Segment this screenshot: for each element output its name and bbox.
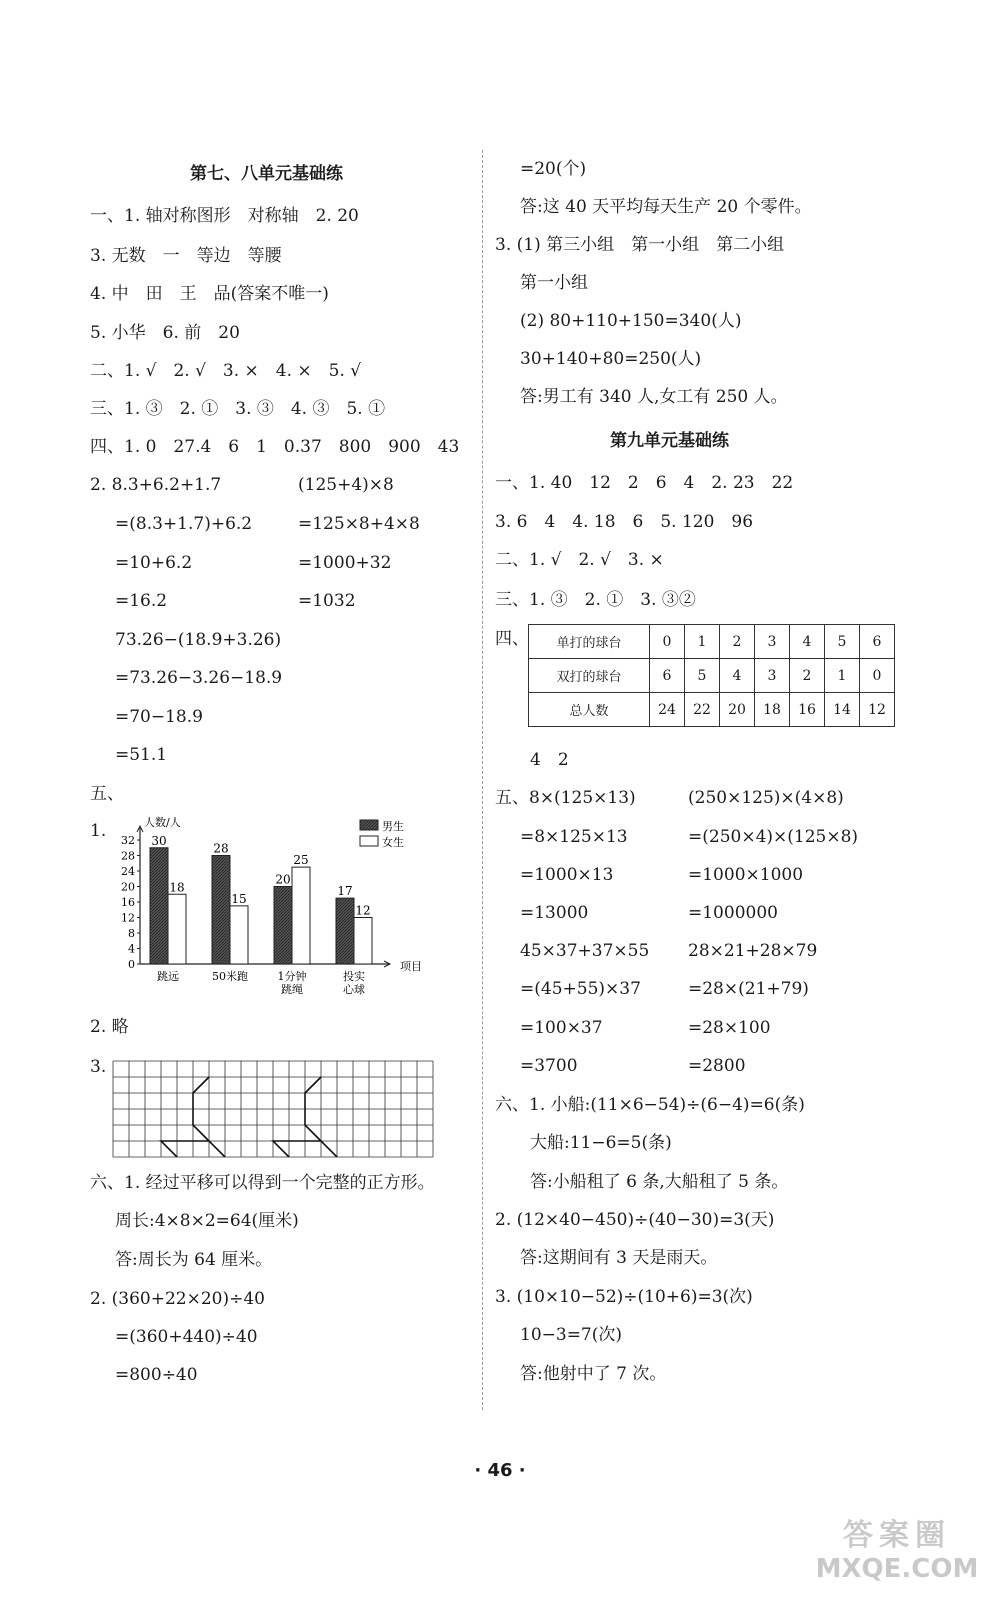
y-tick-label: 0	[128, 958, 135, 971]
table-tennis-table	[528, 624, 895, 727]
row-header: 双打的球台	[529, 659, 650, 693]
question-number: 3.	[90, 1057, 107, 1077]
table-cell: 24	[650, 693, 685, 727]
answer-line: 答:周长为 64 厘米。	[115, 1250, 273, 1270]
answer-line: 2. (12×40−450)÷(40−30)=3(天)	[495, 1210, 775, 1230]
calc-step: =2800	[688, 1056, 746, 1076]
calc-step: (250×125)×(4×8)	[688, 788, 844, 808]
answer-line: 二、1. √ 2. √ 3. × 4. × 5. √	[90, 361, 362, 381]
table-row	[529, 693, 895, 727]
calc-step: =1000+32	[298, 553, 392, 573]
legend-swatch-male	[360, 820, 378, 830]
table-cell: 18	[755, 693, 790, 727]
bar-female	[292, 867, 310, 964]
bar-female	[168, 894, 186, 964]
category-label: 跳远	[157, 970, 179, 983]
calc-step: =13000	[520, 903, 589, 923]
y-tick-label: 20	[121, 880, 135, 894]
answer-line: 答:男工有 340 人,女工有 250 人。	[520, 387, 788, 407]
answer-line: (2) 80+110+150=340(人)	[520, 311, 742, 331]
section-title-7-8: 第七、八单元基础练	[190, 164, 343, 184]
data-label: 28	[213, 841, 229, 856]
data-label: 17	[337, 884, 353, 899]
answer-line: 4 2	[530, 750, 569, 770]
question-number: 1.	[90, 821, 107, 841]
table-cell: 4	[720, 659, 755, 693]
table-cell: 5	[685, 659, 720, 693]
answer-line: 第一小组	[520, 273, 588, 293]
answer-line: 答:这 40 天平均每天生产 20 个零件。	[520, 197, 812, 217]
answer-line: 30+140+80=250(人)	[520, 349, 702, 369]
bar-male	[274, 887, 292, 965]
data-label: 25	[293, 853, 309, 868]
category-label: 心球	[343, 983, 365, 996]
table-cell: 3	[755, 625, 790, 659]
calc-step: 28×21+28×79	[688, 941, 818, 961]
answer-line: 三、1. ③ 2. ① 3. ③②	[495, 590, 696, 610]
legend-swatch-female	[360, 836, 378, 846]
y-axis-label: 人数/人	[144, 816, 181, 829]
bar-male	[336, 898, 354, 964]
column-divider	[482, 150, 483, 1410]
category-label: 投实	[343, 970, 365, 983]
table-cell: 4	[790, 625, 825, 659]
calc-step: =28×100	[688, 1018, 771, 1038]
bar-female	[230, 906, 248, 964]
table-row	[529, 625, 895, 659]
section-label: 四、	[495, 629, 529, 649]
table-cell: 2	[790, 659, 825, 693]
answer-line: 答:小船租了 6 条,大船租了 5 条。	[530, 1172, 789, 1192]
calc-step: =3700	[520, 1056, 578, 1076]
calc-step: =1000×1000	[688, 865, 804, 885]
answer-line: 答:他射中了 7 次。	[520, 1364, 667, 1384]
calc-step: =1000×13	[520, 865, 614, 885]
calc-step: =8×125×13	[520, 827, 628, 847]
data-label: 20	[275, 872, 291, 887]
shape-left	[161, 1077, 209, 1157]
table-cell: 16	[790, 693, 825, 727]
bar-female	[354, 918, 372, 965]
answer-line: 10−3=7(次)	[520, 1325, 623, 1345]
bar-male	[212, 856, 230, 965]
row-header: 总人数	[529, 693, 650, 727]
shape-right	[273, 1077, 321, 1157]
category-label: 跳绳	[281, 983, 303, 996]
answer-line: 一、1. 轴对称图形 对称轴 2. 20	[90, 206, 359, 226]
calc-step: 2. 8.3+6.2+1.7	[90, 475, 222, 495]
y-tick-label: 16	[121, 896, 135, 909]
calc-step: =70−18.9	[115, 707, 203, 727]
table-cell: 2	[720, 625, 755, 659]
shape-right-stroke	[321, 1141, 337, 1157]
table-row	[529, 659, 895, 693]
x-axis-label: 项目	[400, 960, 422, 973]
calc-step: =73.26−3.26−18.9	[115, 668, 283, 688]
page-number: · 46 ·	[474, 1460, 526, 1481]
calc-step: =51.1	[115, 745, 168, 765]
calc-step: =(45+55)×37	[520, 979, 641, 999]
table-cell: 5	[825, 625, 860, 659]
y-tick-label: 8	[128, 927, 135, 940]
answer-line: 3. (1) 第三小组 第一小组 第二小组	[495, 235, 785, 255]
answer-line: 六、1. 小船:(11×6−54)÷(6−4)=6(条)	[495, 1095, 805, 1115]
answer-line: 四、1. 0 27.4 6 1 0.37 800 900 43	[90, 437, 460, 457]
answer-line: 3. 无数 一 等边 等腰	[90, 246, 282, 266]
calc-step: =1000000	[688, 903, 778, 923]
calc-step: =28×(21+79)	[688, 979, 809, 999]
site-watermark	[812, 1510, 982, 1590]
y-tick-label: 28	[121, 849, 135, 863]
answer-line: =(360+440)÷40	[115, 1327, 258, 1347]
table-cell: 1	[685, 625, 720, 659]
y-tick-label: 24	[121, 865, 135, 878]
calc-step: 45×37+37×55	[520, 941, 650, 961]
y-tick-label: 12	[121, 911, 135, 925]
table-cell: 20	[720, 693, 755, 727]
answer-line: =800÷40	[115, 1365, 198, 1385]
calc-step: =10+6.2	[115, 553, 193, 573]
bar-chart	[110, 812, 440, 1002]
table-cell: 6	[650, 659, 685, 693]
watermark-url: MXQE.COM	[815, 1554, 979, 1584]
table-cell: 22	[685, 693, 720, 727]
answer-line: 一、1. 40 12 2 6 4 2. 23 22	[495, 473, 794, 493]
table-cell: 0	[650, 625, 685, 659]
calc-step: =1032	[298, 591, 356, 611]
answer-line: =20(个)	[520, 159, 587, 179]
answer-line: 二、1. √ 2. √ 3. ×	[495, 550, 664, 570]
answer-line: 答:这期间有 3 天是雨天。	[520, 1248, 718, 1268]
data-label: 12	[355, 903, 371, 918]
row-header: 单打的球台	[529, 625, 650, 659]
y-tick-label: 32	[121, 834, 135, 847]
data-label: 15	[231, 891, 247, 906]
calc-step: =(8.3+1.7)+6.2	[115, 514, 253, 534]
calc-step: =125×8+4×8	[298, 514, 420, 534]
answer-line: 3. 6 4 4. 18 6 5. 120 96	[495, 512, 754, 532]
table-cell: 14	[825, 693, 860, 727]
data-label: 30	[151, 833, 167, 848]
answer-line: 三、1. ③ 2. ① 3. ③ 4. ③ 5. ①	[90, 399, 386, 419]
table-cell: 1	[825, 659, 860, 693]
answer-line: 周长:4×8×2=64(厘米)	[115, 1211, 299, 1231]
calc-step: =100×37	[520, 1018, 603, 1038]
shape-left-stroke	[209, 1141, 225, 1157]
calc-step: (125+4)×8	[298, 475, 394, 495]
answer-line: 2. (360+22×20)÷40	[90, 1289, 265, 1309]
table-cell: 3	[755, 659, 790, 693]
answer-line: 六、1. 经过平移可以得到一个完整的正方形。	[90, 1173, 435, 1193]
calc-step: =16.2	[115, 591, 168, 611]
legend-label: 男生	[382, 820, 404, 833]
answer-line: 5. 小华 6. 前 20	[90, 323, 240, 343]
section-label: 五、	[90, 784, 124, 804]
answer-line: 大船:11−6=5(条)	[530, 1133, 672, 1153]
answer-line: 3. (10×10−52)÷(10+6)=3(次)	[495, 1287, 753, 1307]
table-cell: 0	[860, 659, 895, 693]
category-label: 50米跑	[212, 970, 248, 983]
calc-step: 五、8×(125×13)	[495, 788, 636, 808]
answer-line: 4. 中 田 王 品(答案不唯一)	[90, 284, 329, 304]
section-title-9: 第九单元基础练	[610, 431, 729, 451]
watermark-logo-text: 答案圈	[843, 1518, 951, 1553]
y-tick-label: 4	[128, 942, 135, 956]
category-label: 1分钟	[277, 970, 307, 983]
table-cell: 12	[860, 693, 895, 727]
legend-label: 女生	[382, 836, 404, 849]
calc-step: 73.26−(18.9+3.26)	[115, 630, 282, 650]
bar-male	[150, 848, 168, 964]
table-cell: 6	[860, 625, 895, 659]
answer-line: 2. 略	[90, 1017, 129, 1037]
grid-figure	[110, 1058, 440, 1158]
data-label: 18	[169, 880, 185, 895]
calc-step: =(250×4)×(125×8)	[688, 827, 859, 847]
